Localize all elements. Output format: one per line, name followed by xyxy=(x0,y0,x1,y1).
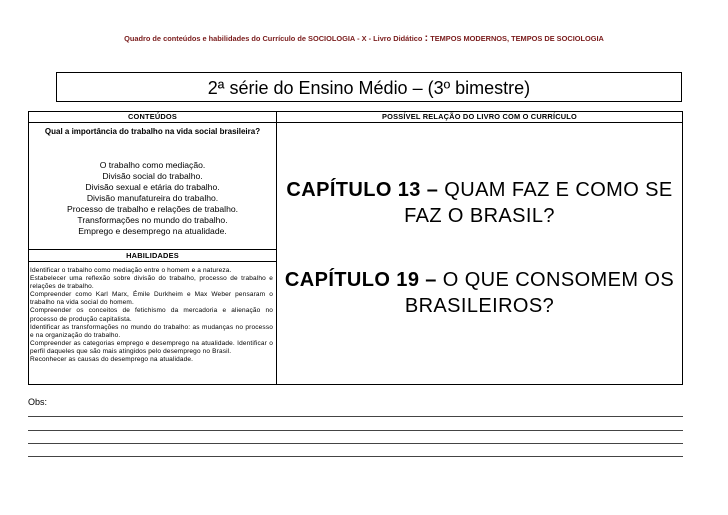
topic-item: Divisão social do trabalho. xyxy=(102,171,203,181)
relacao-header: POSSÍVEL RELAÇÃO DO LIVRO COM O CURRÍCULO xyxy=(277,112,682,123)
guiding-question: Qual a importância do trabalho na vida social brasileira? xyxy=(44,127,261,136)
document-header xyxy=(0,32,728,44)
habilidade-item: Compreender como Karl Marx, Émile Durkheim e Max Weber pensaram o trabalho na vida social do homem. xyxy=(30,291,273,307)
chapter-title: QUAM FAZ E COMO SE FAZ O BRASIL? xyxy=(404,179,673,227)
header-x-mark: X xyxy=(361,34,367,43)
obs-line xyxy=(28,443,683,444)
obs-line xyxy=(28,416,683,417)
habilidade-item: Estabelecer uma reflexão sobre divisão do trabalho, processo de trabalho e relações de trabalho. xyxy=(30,275,273,291)
topic-item: Processo de trabalho e relações de trabalho. xyxy=(66,204,239,214)
header-book-title: TEMPOS MODERNOS, TEMPOS DE SOCIOLOGIA xyxy=(430,34,604,43)
habilidade-item: Identificar as transformações no mundo do trabalho: as mudanças no processo e na organização do trabalho. xyxy=(30,323,273,339)
topic-item: Emprego e desemprego na atualidade. xyxy=(78,226,227,236)
habilidade-item: Reconhecer as causas do desemprego na atualidade. xyxy=(30,356,194,364)
topic-item: Divisão manufatureira do trabalho. xyxy=(86,193,219,203)
header-prefix: Quadro de conteúdos e habilidades do Currículo de SOCIOLOGIA xyxy=(124,34,355,43)
habilidades-header: HABILIDADES xyxy=(29,249,276,262)
habilidade-item: Identificar o trabalho como mediação entre o homem e a natureza. xyxy=(30,267,232,274)
series-title: 2ª série do Ensino Médio – (3º bimestre) xyxy=(56,72,682,102)
conteudos-column xyxy=(29,112,277,384)
header-book-label: Livro Didático xyxy=(373,34,423,43)
header-separator: - xyxy=(368,34,372,43)
obs-line xyxy=(28,430,683,431)
curriculum-table xyxy=(28,111,683,385)
header-separator: - xyxy=(357,34,360,43)
topic-item: Divisão sexual e etária do trabalho. xyxy=(85,182,220,192)
header-colon: : xyxy=(424,32,429,44)
chapter-number: CAPÍTULO 13 – xyxy=(286,179,439,201)
habilidades-list xyxy=(30,267,273,364)
chapter-13 xyxy=(277,177,682,229)
obs-line xyxy=(28,456,683,457)
topic-item: O trabalho como mediação. xyxy=(99,160,206,170)
obs-label: Obs: xyxy=(28,397,48,407)
chapter-title: O QUE CONSOMEM OS BRASILEIROS? xyxy=(404,269,675,317)
habilidade-item: Compreender os conceitos de fetichismo da mercadoria e alienação no processo de produção capitalista. xyxy=(30,307,273,323)
habilidade-item: Compreender as categorias emprego e desemprego na atualidade. Identificar o perfil daqueles que são mais atingidos pelo desemprego no Brasil. xyxy=(30,339,273,355)
topic-item: Transformações no mundo do trabalho. xyxy=(77,215,228,225)
conteudos-header: CONTEÚDOS xyxy=(29,112,276,123)
chapter-19 xyxy=(277,267,682,319)
topics-list xyxy=(29,160,276,237)
chapter-number: CAPÍTULO 19 – xyxy=(284,269,437,291)
